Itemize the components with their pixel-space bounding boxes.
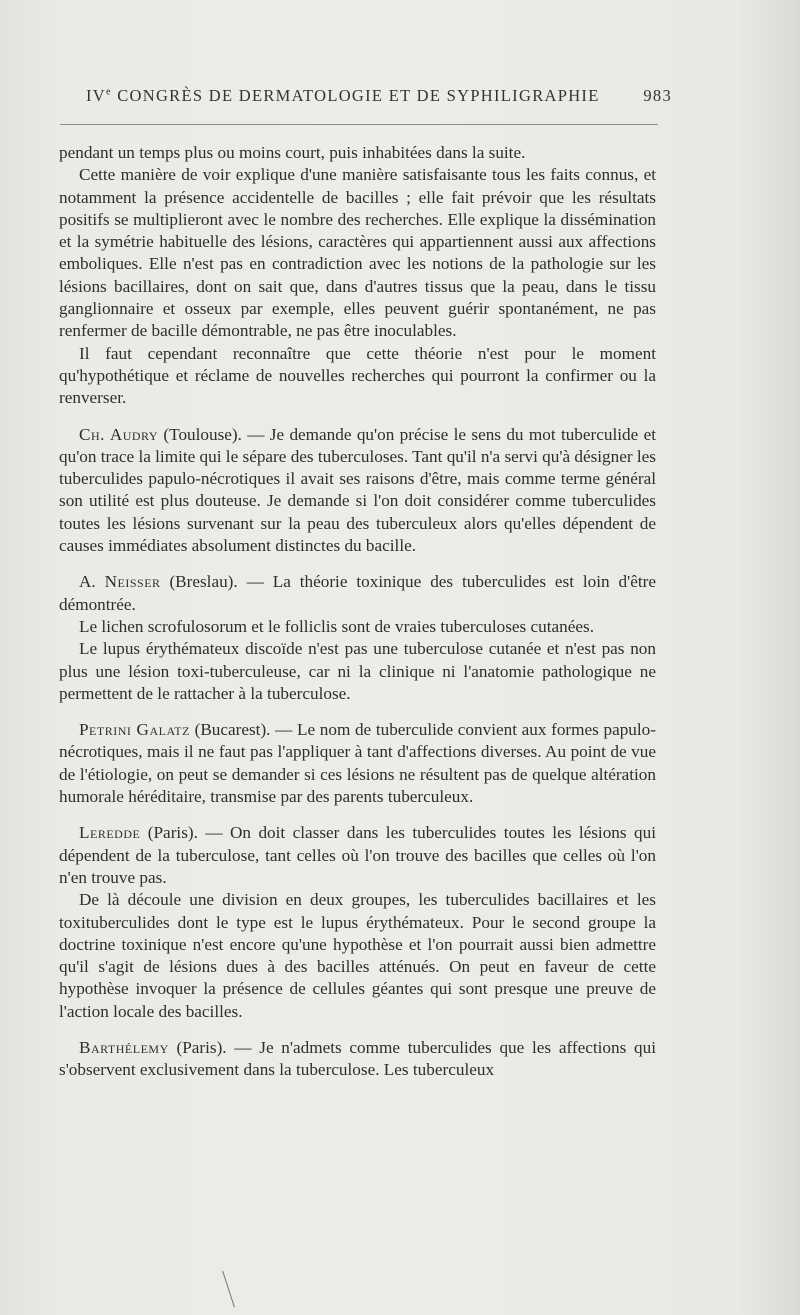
- congress-title: CONGRÈS DE DERMATOLOGIE ET DE SYPHILIGRAPHIE: [117, 86, 600, 105]
- paragraph-text: (Breslau). — La théorie toxinique des tuberculides est loin d'être démontrée.: [59, 572, 656, 614]
- paragraph: Il faut cependant reconnaître que cette théorie n'est pour le moment qu'hypothétique et réclame de nouvelles recherches qui pourront la confirmer ou la renverser.: [59, 343, 656, 408]
- speaker-initial: A.: [79, 572, 105, 592]
- paragraph: pendant un temps plus ou moins court, puis inhabitées dans la suite.: [59, 143, 526, 162]
- paragraph: Le lichen scrofulosorum et le folliclis sont de vraies tuberculoses cutanées.: [79, 616, 594, 636]
- page-number: 983: [643, 86, 672, 105]
- paragraph-barthelemy: [59, 1037, 656, 1082]
- body-text: [59, 142, 656, 1082]
- paragraph: Cette manière de voir explique d'une manière satisfaisante tous les faits connus, et notamment la présence accidentelle de bacilles ; elle fait prévoir que les résultats positifs se multiplieront avec le nombre des recherches. Elle explique la dissémination et la symétrie habituelle des lésions, caractères qui appartiennent aussi aux affections emboliques. Elle n'est pas en contradiction avec les notions de la pathologie sur les lésions bacillaires, dont on sait que, dans d'autres tissus que la peau, dans le tissu ganglionnaire et osseux par exemple, elles peuvent guérir spontanément, ne pas renfermer de bacille démontrable, ne pas être inoculables.: [59, 165, 656, 341]
- scan-mark: [222, 1271, 235, 1307]
- paragraph-text: (Paris). — On doit classer dans les tuberculides toutes les lésions qui dépendent de la tuberculose, tant celles où l'on trouve des bacilles que celles où l'on n'en trouve pas.: [59, 823, 656, 887]
- speaker-name: Barthélemy: [79, 1037, 169, 1057]
- speaker-name: Leredde: [79, 823, 141, 843]
- running-title: [86, 86, 600, 106]
- paragraph-petrini: [59, 719, 656, 808]
- volume-superscript: e: [106, 86, 112, 98]
- speaker-name: Neisser: [104, 572, 161, 592]
- volume-number: IV: [86, 86, 107, 105]
- paragraph-audry: [59, 424, 656, 558]
- running-header: [86, 86, 672, 106]
- paragraph-text: (Bucarest). — Le nom de tuberculide convient aux formes papulo-nécrotiques, mais il ne faut pas l'appliquer à tant d'affections diverses. Au point de vue de l'étiologie, on peut se demander si ces lésions ne résultent pas de quelque altération humorale héréditaire, transmise par des parents tuberculeux.: [59, 720, 656, 807]
- paragraph-text: (Toulouse). — Je demande qu'on précise le sens du mot tuberculide et qu'on trace la limite qui le sépare des tuberculoses. Tant qu'il n'a servi qu'à désigner les tuberculides papulo-nécrotiques il avait ses raisons d'être, mais comme terme général son utilité est plus douteuse. Je demande si l'on doit considérer comme tuberculides toutes les lésions survenant sur la peau des tuberculeux alors qu'elles dépendent de causes immédiates absolument distinctes du bacille.: [59, 424, 656, 556]
- header-rule: [60, 124, 658, 125]
- speaker-name: Petrini Galatz: [79, 720, 190, 740]
- paragraph-neisser: [59, 571, 656, 616]
- paragraph-text: (Paris). — Je n'admets comme tuberculides que les affections qui s'observent exclusivement dans la tuberculose. Les tuberculeux: [59, 1037, 656, 1080]
- paragraph: Le lupus érythémateux discoïde n'est pas une tuberculose cutanée et n'est pas non plus une lésion toxi-tuberculeuse, car ni la clinique ni l'anatomie pathologique ne permettent de le rattacher à la tuberculose.: [59, 639, 656, 703]
- paragraph: De là découle une division en deux groupes, les tuberculides bacillaires et les toxituberculides dont le type est le lupus érythémateux. Pour le second groupe la doctrine toxinique n'est encore qu'une hypothèse et l'on pourrait aussi bien admettre qu'il s'agit de lésions dues à des bacilles atténués. On peut en faveur de cette hypothèse invoquer la présence de cellules géantes qui sont presque une preuve de l'action locale des bacilles.: [59, 890, 656, 1021]
- speaker-name: Ch. Audry: [79, 424, 159, 444]
- paragraph-leredde: [59, 822, 656, 889]
